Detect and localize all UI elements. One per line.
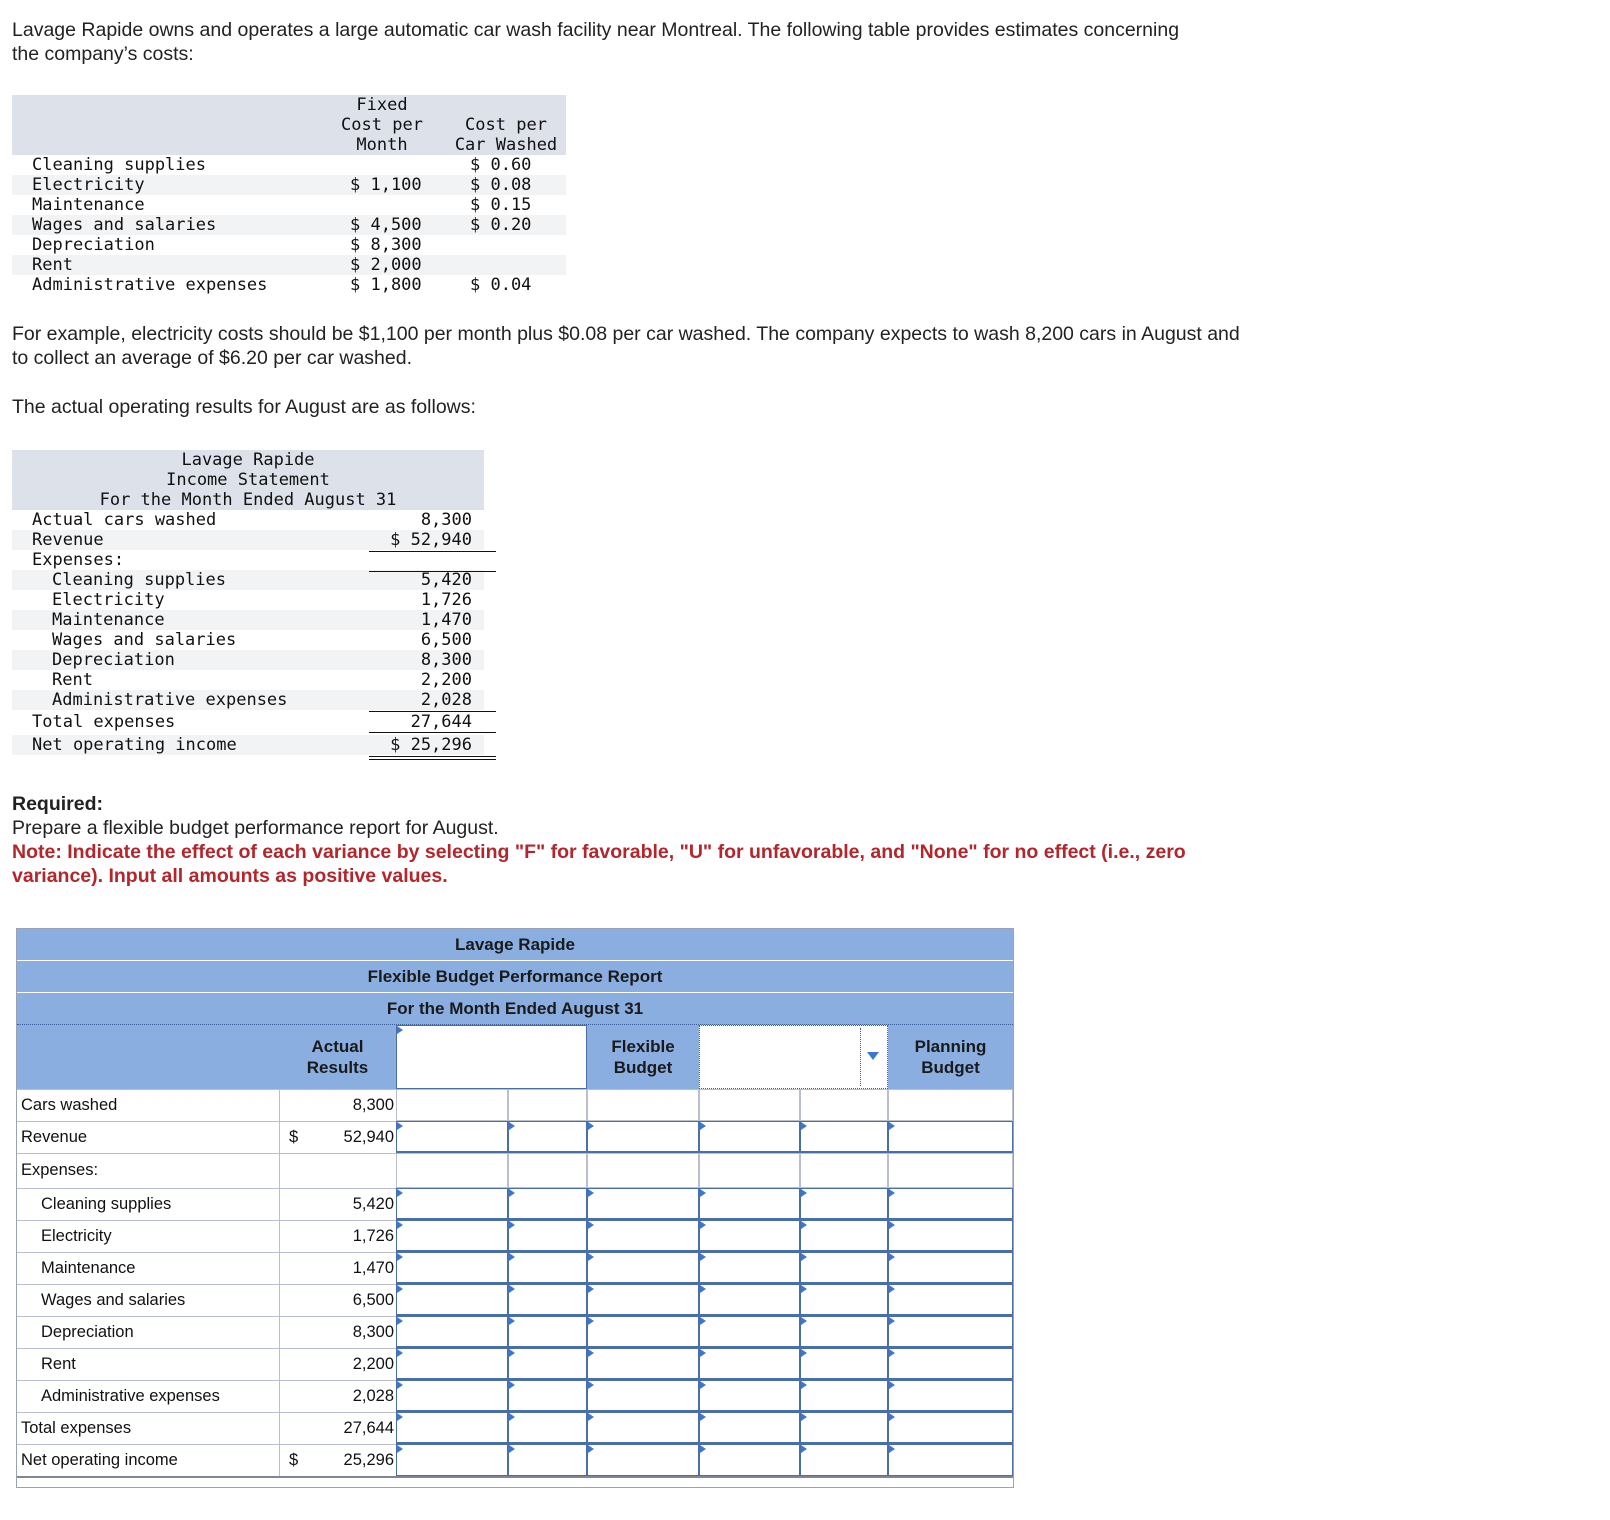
dropdown-divider	[860, 1028, 861, 1086]
variance-2-amount-input[interactable]	[699, 1089, 800, 1121]
report-row-label: Cars washed	[21, 1096, 118, 1114]
actual-results-value: 52,940	[343, 1128, 394, 1146]
variance-1-effect-input[interactable]	[508, 1089, 587, 1121]
income-statement-header	[12, 450, 484, 510]
income-row	[12, 590, 484, 610]
planning-budget-input[interactable]	[888, 1380, 1013, 1412]
income-row	[12, 650, 484, 670]
cost-row-fixed: $ 1,800	[350, 275, 422, 295]
report-row-label: Revenue	[21, 1128, 88, 1146]
income-row	[12, 530, 484, 550]
variance-1-effect-input[interactable]	[508, 1316, 587, 1348]
cost-row-variable: $ 0.08	[470, 175, 532, 195]
cost-row-label: Administrative expenses	[32, 275, 268, 295]
cost-row-label: Maintenance	[32, 195, 145, 215]
income-row-value: $ 52,940	[390, 530, 472, 550]
report-row-label: Depreciation	[41, 1323, 134, 1341]
underline-rule	[369, 756, 496, 760]
variance-2-amount-input[interactable]	[699, 1444, 800, 1477]
cost-row-fixed: $ 4,500	[350, 215, 422, 235]
variance-1-effect-input[interactable]	[508, 1220, 587, 1252]
instruction-note: Note: Indicate the effect of each variance by selecting "F" for favorable, "U" for unfavorable, and "None" for no effect (i.e., zero variance). Input all amounts as positive values.	[12, 841, 1186, 887]
flexible-budget-input[interactable]	[587, 1089, 699, 1121]
variance-2-amount-input[interactable]	[699, 1188, 800, 1220]
cost-row	[12, 215, 566, 235]
variance-1-effect-input[interactable]	[508, 1444, 587, 1477]
label-column-header	[17, 1025, 279, 1089]
actual-results-value: 27,644	[343, 1419, 394, 1437]
actual-results-value: 25,296	[343, 1451, 394, 1469]
income-row	[12, 630, 484, 650]
cost-row-label: Cleaning supplies	[32, 155, 206, 175]
cost-row-variable: $ 0.04	[470, 275, 532, 295]
planning-budget-input[interactable]	[888, 1444, 1013, 1477]
actual-results-value: 6,500	[352, 1291, 394, 1309]
variance-1-effect-input[interactable]	[508, 1412, 587, 1444]
flexible-budget-input[interactable]	[587, 1412, 699, 1444]
flexible-budget-input[interactable]	[587, 1252, 699, 1284]
income-row-value: 1,470	[420, 610, 472, 630]
variance-2-effect-input[interactable]	[800, 1380, 888, 1412]
flexible-budget-input[interactable]	[587, 1316, 699, 1348]
income-row-label: Maintenance	[52, 610, 165, 630]
flexible-budget-input[interactable]	[587, 1188, 699, 1220]
variance-1-amount-input[interactable]	[396, 1089, 508, 1121]
income-row	[12, 550, 484, 570]
variance-2-effect-input[interactable]	[800, 1348, 888, 1380]
income-row-label: Depreciation	[52, 650, 175, 670]
variance-2-effect-input[interactable]	[800, 1284, 888, 1316]
performance-report-table	[16, 928, 1014, 1488]
required-title: Required:	[12, 793, 104, 815]
planning-budget-input[interactable]	[888, 1188, 1013, 1220]
cost-row-variable: $ 0.20	[470, 215, 532, 235]
variable-cost-header: Cost per Car Washed	[454, 115, 558, 155]
variance-1-amount-input[interactable]	[396, 1121, 508, 1153]
variance-2-effect-input[interactable]	[800, 1220, 888, 1252]
report-title-company: Lavage Rapide	[17, 929, 1013, 961]
actual-results-value: 2,028	[352, 1387, 394, 1405]
report-row-label: Maintenance	[41, 1259, 136, 1277]
variance-2-effect-input[interactable]	[800, 1316, 888, 1348]
planning-budget-input[interactable]	[888, 1316, 1013, 1348]
cost-row-variable: $ 0.60	[470, 155, 532, 175]
income-row	[12, 690, 484, 710]
flexible-budget-input[interactable]	[587, 1284, 699, 1316]
cost-row-label: Electricity	[32, 175, 145, 195]
cost-row	[12, 255, 566, 275]
variance-2-amount-input[interactable]	[699, 1252, 800, 1284]
variance-1-effect-input[interactable]	[508, 1121, 587, 1153]
cost-row-label: Rent	[32, 255, 73, 275]
income-row-label: Actual cars washed	[32, 510, 217, 530]
income-row-value: 27,644	[410, 712, 472, 732]
intro-text: Lavage Rapide owns and operates a large automatic car wash facility near Montreal. The following table provides estimates concerning the company’s costs:	[12, 19, 1180, 65]
required-text: Prepare a flexible budget performance report for August.	[12, 817, 499, 839]
variance-2-amount-input	[699, 1153, 800, 1188]
cost-row-fixed: $ 8,300	[350, 235, 422, 255]
actual-results-value: 8,300	[352, 1323, 394, 1341]
variance-1-amount-input[interactable]	[396, 1444, 508, 1477]
income-row-value: 6,500	[420, 630, 472, 650]
income-row-label: Wages and salaries	[52, 630, 237, 650]
variance-1-effect-input	[508, 1153, 587, 1188]
variance-2-effect-input[interactable]	[800, 1089, 888, 1121]
example-text: For example, electricity costs should be $1,100 per month plus $0.08 per car washed. The company expects to wash 8,200 cars in August and to collect an average of $6.20 per car washed.	[12, 323, 1240, 369]
cost-row	[12, 195, 566, 215]
flexible-budget-input[interactable]	[587, 1348, 699, 1380]
actual-results-value: 8,300	[352, 1096, 394, 1114]
flexible-budget-input[interactable]	[587, 1220, 699, 1252]
actual-results-header: Actual Results	[279, 1025, 396, 1089]
variance-label-2-dropdown[interactable]	[699, 1025, 888, 1089]
actual-results-value: 2,200	[352, 1355, 394, 1373]
income-row-label: Electricity	[52, 590, 165, 610]
income-title-statement: Income Statement	[166, 470, 330, 490]
income-row-value: 8,300	[420, 650, 472, 670]
column-divider	[279, 1153, 280, 1188]
income-row-label: Administrative expenses	[52, 690, 288, 710]
planning-budget-input[interactable]	[888, 1348, 1013, 1380]
underline-rule	[369, 732, 496, 733]
variance-1-effect-input[interactable]	[508, 1380, 587, 1412]
income-row-value: $ 25,296	[390, 735, 472, 755]
variance-2-effect-input[interactable]	[800, 1444, 888, 1477]
variance-1-effect-input[interactable]	[508, 1284, 587, 1316]
variance-1-amount-input[interactable]	[396, 1284, 508, 1316]
fixed-cost-header: Fixed Cost per Month	[341, 95, 423, 155]
dollar-sign: $	[289, 1451, 299, 1469]
chevron-down-icon	[867, 1052, 879, 1060]
variance-1-effect-input[interactable]	[508, 1348, 587, 1380]
income-row	[12, 510, 484, 530]
report-row-label: Cleaning supplies	[41, 1195, 172, 1213]
income-title-period: For the Month Ended August 31	[99, 490, 397, 510]
planning-budget-input[interactable]	[888, 1252, 1013, 1284]
flexible-budget-input[interactable]	[587, 1121, 699, 1153]
dollar-sign: $	[289, 1128, 299, 1146]
cost-row-label: Depreciation	[32, 235, 155, 255]
income-row-value: 8,300	[420, 510, 472, 530]
variance-2-effect-input[interactable]	[800, 1188, 888, 1220]
cost-row-label: Wages and salaries	[32, 215, 217, 235]
report-row-label: Rent	[41, 1355, 76, 1373]
planning-budget-input[interactable]	[888, 1121, 1013, 1153]
flexible-budget-input	[587, 1153, 699, 1188]
report-row-label: Expenses:	[21, 1161, 99, 1179]
actual-results-value: 5,420	[352, 1195, 394, 1213]
income-row-value: 1,726	[420, 590, 472, 610]
variance-1-amount-input[interactable]	[396, 1220, 508, 1252]
variance-2-amount-input[interactable]	[699, 1348, 800, 1380]
income-row	[12, 570, 484, 590]
variance-1-amount-input[interactable]	[396, 1348, 508, 1380]
variance-1-amount-input	[396, 1153, 508, 1188]
report-row-label: Administrative expenses	[41, 1387, 220, 1405]
flexible-budget-input[interactable]	[587, 1444, 699, 1477]
variance-2-amount-input[interactable]	[699, 1121, 800, 1153]
planning-budget-input[interactable]	[888, 1412, 1013, 1444]
report-row-label: Total expenses	[21, 1419, 132, 1437]
cost-row	[12, 155, 566, 175]
variance-1-amount-input[interactable]	[396, 1316, 508, 1348]
income-row-label: Expenses:	[32, 550, 125, 570]
underline-rule	[369, 571, 496, 572]
planning-budget-input[interactable]	[888, 1220, 1013, 1252]
income-title-company: Lavage Rapide	[181, 450, 315, 470]
report-title-name: Flexible Budget Performance Report	[17, 961, 1013, 993]
underline-rule	[369, 551, 496, 552]
cost-row	[12, 235, 566, 255]
income-row-label: Rent	[52, 670, 93, 690]
cost-row	[12, 275, 566, 295]
income-statement	[12, 450, 484, 760]
cost-table-header	[12, 95, 566, 155]
planning-budget-input[interactable]	[888, 1089, 1013, 1121]
variance-2-effect-input[interactable]	[800, 1121, 888, 1153]
report-row-label: Wages and salaries	[41, 1291, 186, 1309]
flexible-budget-input[interactable]	[587, 1380, 699, 1412]
income-row-label: Total expenses	[32, 712, 176, 732]
income-row-label: Revenue	[32, 530, 104, 550]
variance-1-amount-input[interactable]	[396, 1380, 508, 1412]
income-row-value: 2,028	[420, 690, 472, 710]
variance-1-amount-input[interactable]	[396, 1412, 508, 1444]
report-row-label: Electricity	[41, 1227, 112, 1245]
income-row-value: 2,200	[420, 670, 472, 690]
underline-rule	[369, 711, 496, 712]
variance-1-effect-input[interactable]	[508, 1188, 587, 1220]
variance-1-effect-input[interactable]	[508, 1252, 587, 1284]
variance-2-effect-input[interactable]	[800, 1252, 888, 1284]
actual-results-text: The actual operating results for August are as follows:	[12, 396, 476, 418]
income-row	[12, 670, 484, 690]
variance-2-effect-input[interactable]	[800, 1412, 888, 1444]
planning-budget-input	[888, 1153, 1013, 1188]
variance-1-amount-input[interactable]	[396, 1252, 508, 1284]
table-bottom-rule	[17, 1476, 1013, 1478]
planning-budget-input[interactable]	[888, 1284, 1013, 1316]
variance-2-amount-input[interactable]	[699, 1316, 800, 1348]
variance-label-1-dropdown[interactable]	[396, 1025, 587, 1089]
cost-table	[12, 95, 566, 295]
report-row-label: Net operating income	[21, 1451, 178, 1469]
income-row-label: Net operating income	[32, 735, 237, 755]
income-row	[12, 610, 484, 630]
income-row-value: 5,420	[420, 570, 472, 590]
planning-budget-header: Planning Budget	[888, 1025, 1013, 1089]
variance-2-amount-input[interactable]	[699, 1380, 800, 1412]
variance-2-amount-input[interactable]	[699, 1220, 800, 1252]
report-title-period: For the Month Ended August 31	[17, 993, 1013, 1025]
variance-2-effect-input	[800, 1153, 888, 1188]
cost-row	[12, 175, 566, 195]
income-row	[12, 712, 484, 732]
flexible-budget-header: Flexible Budget	[587, 1025, 699, 1089]
actual-results-value: 1,470	[352, 1259, 394, 1277]
cost-row-variable: $ 0.15	[470, 195, 532, 215]
income-row	[12, 735, 484, 755]
variance-2-amount-input[interactable]	[699, 1284, 800, 1316]
actual-results-value: 1,726	[352, 1227, 394, 1245]
cost-row-fixed: $ 1,100	[350, 175, 422, 195]
cost-row-fixed: $ 2,000	[350, 255, 422, 275]
variance-1-amount-input[interactable]	[396, 1188, 508, 1220]
variance-2-amount-input[interactable]	[699, 1412, 800, 1444]
income-row-label: Cleaning supplies	[52, 570, 226, 590]
